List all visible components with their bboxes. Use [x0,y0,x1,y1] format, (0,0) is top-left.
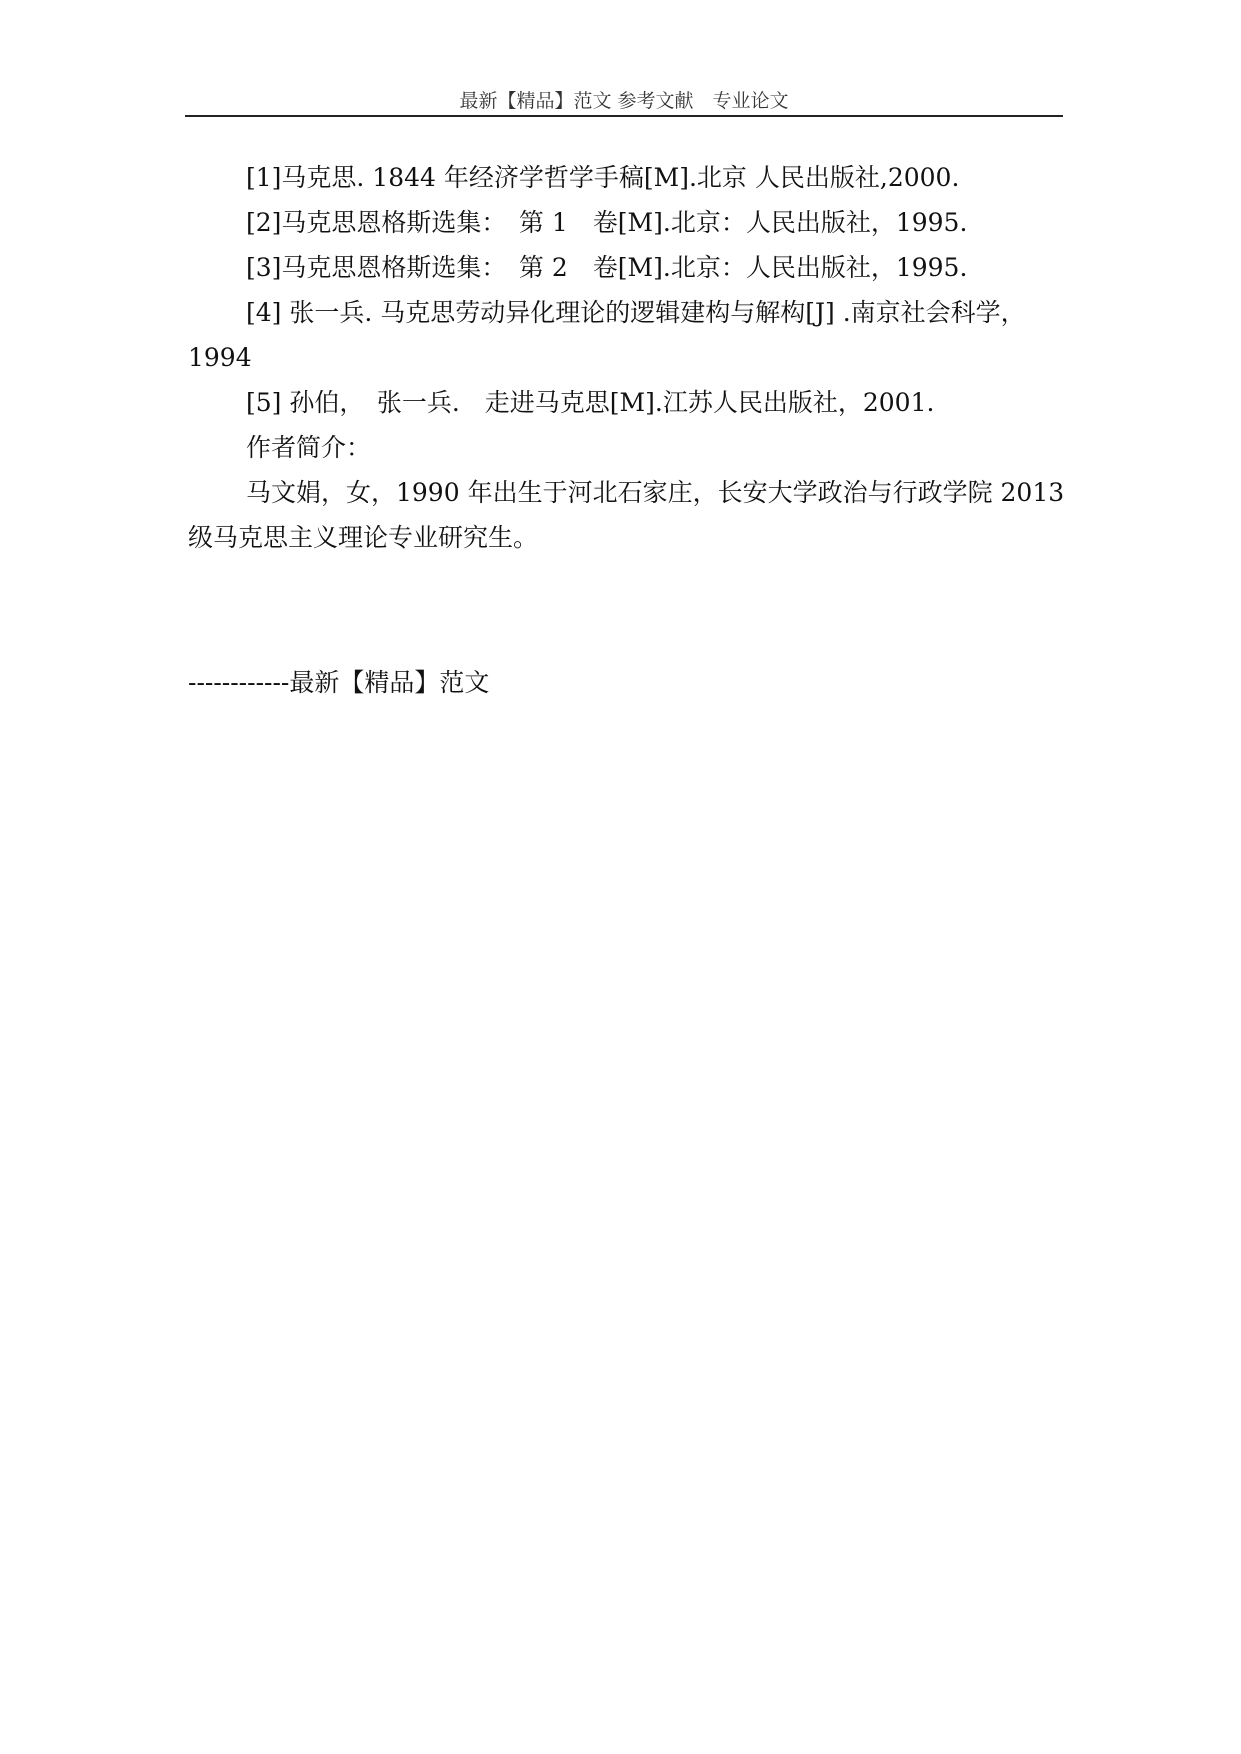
header-divider [185,115,1063,117]
author-heading: 作者简介： [246,433,372,462]
footer-text: ------------最新【精品】范文 [188,668,490,697]
reference-item-3: [3]马克思恩格斯选集： 第 2 卷[M].北京：人民出版社，1995. [246,253,968,282]
author-bio: 马文娟，女，1990 年出生于河北石家庄，长安大学政治与行政学院 2013 级马克思主义理论专业研究生。 [188,478,1065,552]
reference-item-4: [4] 张一兵. 马克思劳动异化理论的逻辑建构与解构[J] .南京社会科学， 1994 [188,298,1039,372]
page-header: 最新【精品】范文 参考文献 专业论文 [459,90,789,112]
reference-item-2: [2]马克思恩格斯选集： 第 1 卷[M].北京：人民出版社，1995. [246,208,968,237]
reference-item-1: [1]马克思. 1844 年经济学哲学手稿[M].北京 人民出版社,2000. [246,163,960,192]
document-body [188,155,1066,560]
reference-item-5: [5] 孙伯， 张一兵. 走进马克思[M].江苏人民出版社，2001. [246,388,935,417]
